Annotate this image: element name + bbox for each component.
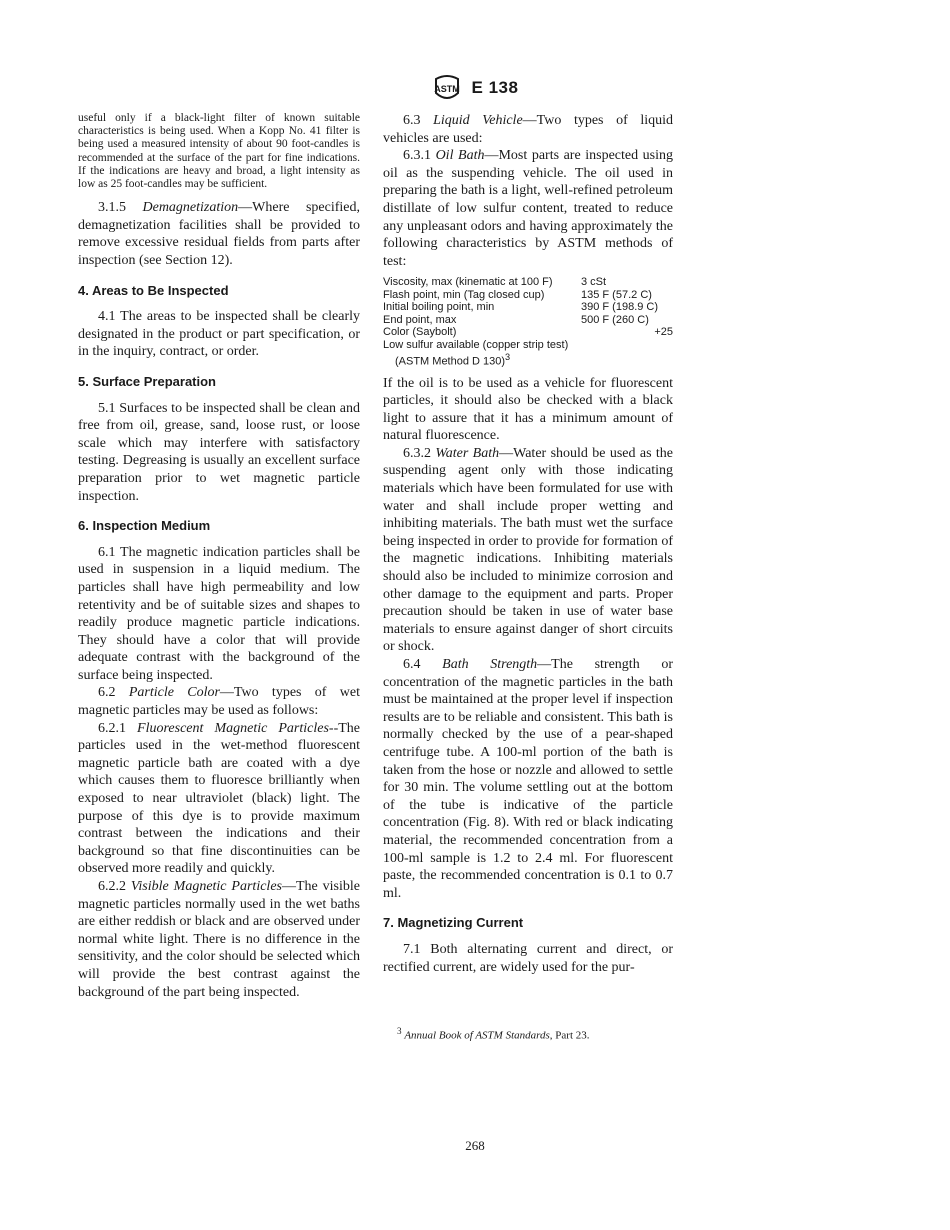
- astm-logo: [432, 73, 462, 103]
- paragraph-6-4: 6.4 Bath Strength—The strength or concentration of the magnetic particles in the bath must be maintained at the proper level if inspection results are to be reliable and consistent. This bath is normally checked by the use of a pear-shaped centrifuge tube. A 100-ml portion of the bath is taken from the hose or nozzle and allowed to settle for 30 min. The volume settling out at the bottom of the tube is indicative of the particle concentration (Fig. 8). With red or black indicating material, the recommended concentration from a 100-ml sample is 1.2 to 2.4 ml. For fluorescent paste, the recommended concentration is 0.1 to 0.7 ml.: [383, 657, 673, 901]
- paragraph-6-2-1: 6.2.1 Fluorescent Magnetic Particles--The particles used in the wet-method fluorescent magnetic particle bath are coated with a dye which causes them to fluoresce brilliantly when exposed to near ultraviolet (black) light. The purpose of this dye is to provide maximum contrast between the indications and their background so that fine discontinuities can be observed more readily and quickly.: [78, 720, 360, 877]
- paragraph-3-1-5: 3.1.5 Demagnetization—Where specified, demagnetization facilities shall be provided to remove excessive residual fields from parts after inspection (see Section 12).: [78, 200, 360, 268]
- left-column: [78, 112, 360, 1001]
- property-row: Flash point, min (Tag closed cup) 135 F (57.2 C): [383, 288, 652, 301]
- section-5-heading: 5. Surface Preparation: [78, 373, 216, 389]
- page-number: 268: [465, 1138, 485, 1153]
- property-row: Color (Saybolt) +25: [383, 326, 673, 339]
- paragraph-6-2-2: 6.2.2 Visible Magnetic Particles—The visible magnetic particles normally used in the wet baths are either reddish or black and are observed under normal white light. There is no difference in the sensitivity, and the color should be selected which will provide the best contrast against the background of the part being inspected.: [78, 879, 360, 1000]
- section-4-heading: 4. Areas to Be Inspected: [78, 282, 229, 298]
- continued-paragraph: useful only if a black-light filter of known suitable characteristics is being used. When a Kopp No. 41 filter is being used a measured intensity of about 90 foot-candles is recommended at the surface of the part for fine indications. If the indications are heavy and broad, a light intensity as low as 25 foot-candles may be sufficient.: [78, 112, 360, 191]
- footnote: $^3$ Annual Book of ASTM Standards, Part 23.: [397, 1026, 590, 1042]
- oil-properties-table: [383, 276, 673, 368]
- svg-text:ASTM: ASTM: [433, 84, 460, 94]
- paragraph-6-3: 6.3 Liquid Vehicle—Two types of liquid vehicles are used:: [383, 113, 673, 146]
- property-row: Viscosity, max (kinematic at 100 F) 3 cSt: [383, 276, 607, 289]
- paragraph-7-1: 7.1 Both alternating current and direct, or rectified current, are widely used for the pur-: [383, 941, 673, 975]
- section-6-heading: 6. Inspection Medium: [78, 518, 211, 534]
- property-row-sulfur: Low sulfur available (copper strip test): [383, 338, 569, 351]
- designation: E 138: [471, 78, 519, 97]
- page-header: [0, 70, 950, 106]
- paragraph-6-2: 6.2 Particle Color—Two types of wet magnetic particles may be used as follows:: [78, 685, 360, 719]
- right-column: [383, 112, 673, 976]
- property-row-sulfur-method: (ASTM Method D 130)$^3$: [395, 352, 511, 368]
- paragraph-5-1: 5.1 Surfaces to be inspected shall be clean and free from oil, grease, sand, loose rust, or loose scale which may interfere with satisfactory testing. Degreasing is usually an excellent surface preparation prior to wet magnetic particle inspection.: [78, 400, 360, 504]
- property-row: Initial boiling point, min 390 F (198.9 C): [383, 301, 659, 314]
- paragraph-6-3-1: 6.3.1 Oil Bath—Most parts are inspected using oil as the suspending vehicle. The oil used in preparing the bath is a light, well-refined petroleum distillate of low sulfur content, treated to reduce any unpleasant odors and having approximately the following characteristics by ASTM methods of test:: [383, 148, 674, 269]
- section-7-heading: 7. Magnetizing Current: [383, 915, 524, 931]
- property-row: End point, max 500 F (260 C): [383, 313, 649, 326]
- astm-logo-icon: [433, 73, 461, 103]
- paragraph-6-1: 6.1 The magnetic indication particles shall be used in suspension in a liquid medium. The particles shall have high permeability and low retentivity and be of suitable sizes and shapes to readily produce magnetic particle indications. They should have a color that will provide adequate contrast with the background of the surface being inspected.: [78, 544, 360, 683]
- paragraph-4-1: 4.1 The areas to be inspected shall be clearly designated in the product or part specification, or in the inquiry, contract, or order.: [78, 309, 360, 360]
- paragraph-6-3-1-continued: If the oil is to be used as a vehicle for fluorescent particles, it should also be checked with a black light to assure that it has a minimum amount of natural fluorescence.: [383, 375, 673, 444]
- paragraph-6-3-2: 6.3.2 Water Bath—Water should be used as the suspending agent only with those indicating materials which have been formulated for use with water and shall include proper wetting and inhibiting materials. The bath must wet the surface being inspected in order to provide for formation of the magnetic indications. Inhibiting materials should also be included to minimize corrosion and other damage to the equipment and parts. Proper precaution should be taken in use of water base materials to ensure against danger of short circuits or shock.: [383, 445, 674, 655]
